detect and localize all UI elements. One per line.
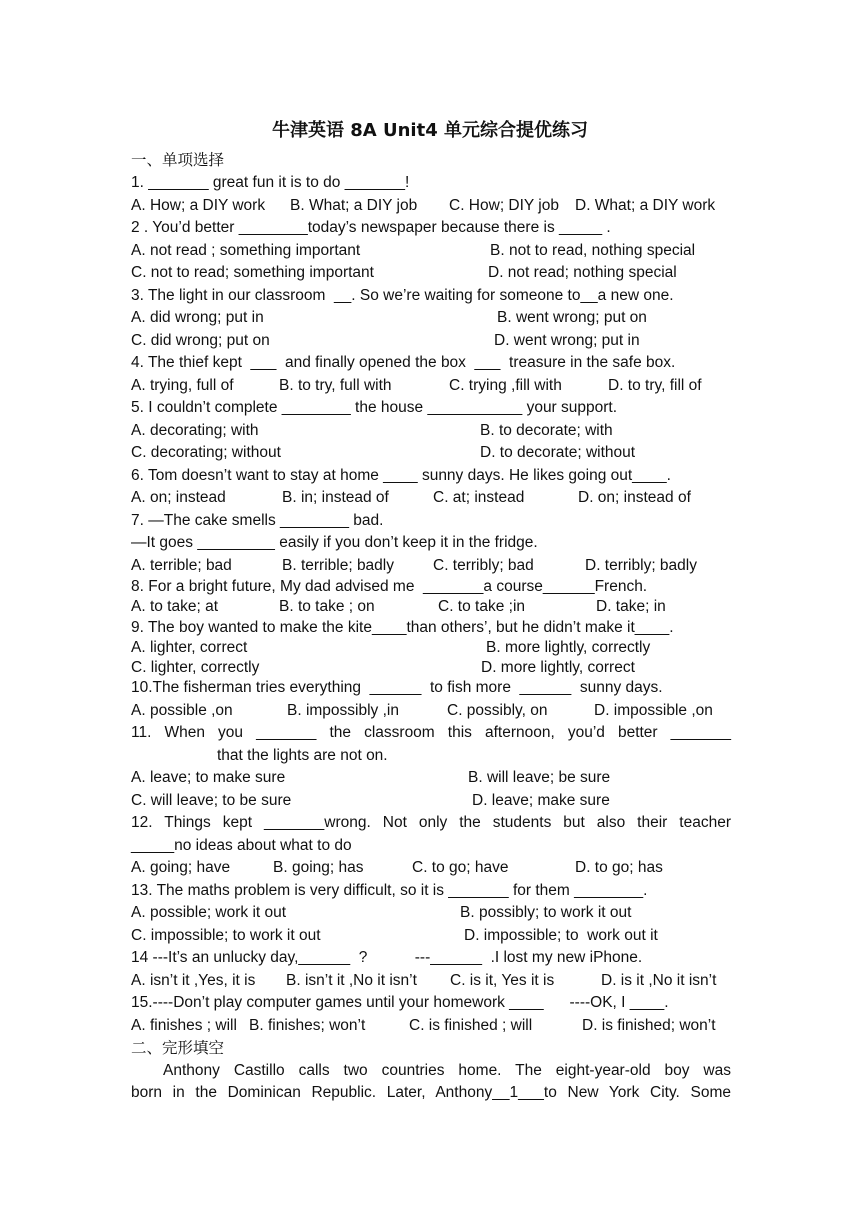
question-5-option-d: D. to decorate; without	[480, 444, 636, 461]
question-2-option-b: B. not to read, nothing special	[490, 242, 696, 259]
question-4-option-c: C. trying ,fill with	[449, 377, 562, 394]
cloze-passage-line-2: born in the Dominican Republic. Later, Anthony__1___to New York City. Some	[131, 1084, 731, 1101]
question-7-option-c: C. terribly; bad	[433, 557, 534, 574]
question-1-option-c: C. How; DIY job	[449, 197, 559, 214]
question-13-option-a: A. possible; work it out	[131, 904, 287, 921]
question-7-option-a: A. terrible; bad	[131, 557, 232, 574]
question-8-option-b: B. to take ; on	[279, 598, 375, 615]
question-1-stem: 1. _______ great fun it is to do _______!	[131, 174, 410, 191]
question-7-stem-reply: —It goes _________ easily if you don’t keep it in the fridge.	[131, 534, 538, 551]
question-8-option-c: C. to take ;in	[438, 598, 526, 615]
question-15-stem: 15.----Don’t play computer games until your homework ____ ----OK, I ____.	[131, 994, 669, 1011]
question-10-option-c: C. possibly, on	[447, 702, 548, 719]
section-heading-cloze: 二、完形填空	[131, 1039, 225, 1057]
question-5-option-a: A. decorating; with	[131, 422, 259, 439]
question-2-option-c: C. not to read; something important	[131, 264, 374, 281]
question-14-option-a: A. isn’t it ,Yes, it is	[131, 972, 256, 989]
question-12-stem: 12. Things kept _______wrong. Not only the students but also their teacher	[131, 814, 731, 831]
question-9-option-a: A. lighter, correct	[131, 639, 248, 656]
question-12-option-a: A. going; have	[131, 859, 231, 876]
question-7-stem: 7. —The cake smells ________ bad.	[131, 512, 384, 529]
question-9-option-c: C. lighter, correctly	[131, 659, 260, 676]
question-14-option-d: D. is it ,No it isn’t	[601, 972, 717, 989]
page-title: 牛津英语 8A Unit4 单元综合提优练习	[272, 120, 588, 141]
question-3-option-a: A. did wrong; put in	[131, 309, 264, 326]
question-7-option-b: B. terrible; badly	[282, 557, 394, 574]
question-1-option-b: B. What; a DIY job	[290, 197, 418, 214]
question-10-option-d: D. impossible ,on	[594, 702, 713, 719]
question-11-stem: 11. When you _______ the classroom this afternoon, you’d better _______	[131, 724, 731, 741]
question-2-option-d: D. not read; nothing special	[488, 264, 677, 281]
question-3-option-c: C. did wrong; put on	[131, 332, 270, 349]
question-4-option-b: B. to try, full with	[279, 377, 392, 394]
question-6-stem: 6. Tom doesn’t want to stay at home ____ sunny days. He likes going out____.	[131, 467, 671, 484]
question-9-option-b: B. more lightly, correctly	[486, 639, 651, 656]
question-8-option-d: D. take; in	[596, 598, 666, 615]
question-13-option-c: C. impossible; to work it out	[131, 927, 321, 944]
question-12-option-d: D. to go; has	[575, 859, 663, 876]
question-11-stem-continued: that the lights are not on.	[217, 747, 388, 764]
question-1-option-d: D. What; a DIY work	[575, 197, 716, 214]
question-11-option-a: A. leave; to make sure	[131, 769, 286, 786]
question-14-stem: 14 ---It’s an unlucky day,______ ? ---______ .I lost my new iPhone.	[131, 949, 643, 966]
question-9-stem: 9. The boy wanted to make the kite____than others’, but he didn’t make it____.	[131, 619, 674, 636]
question-8-stem: 8. For a bright future, My dad advised me _______a course______French.	[131, 578, 648, 595]
question-13-option-b: B. possibly; to work it out	[460, 904, 632, 921]
question-1-option-a: A. How; a DIY work	[131, 197, 266, 214]
question-12-option-b: B. going; has	[273, 859, 364, 876]
question-12-option-c: C. to go; have	[412, 859, 509, 876]
question-6-option-c: C. at; instead	[433, 489, 525, 506]
question-6-option-d: D. on; instead of	[578, 489, 691, 506]
question-11-option-c: C. will leave; to be sure	[131, 792, 292, 809]
question-14-option-c: C. is it, Yes it is	[450, 972, 555, 989]
question-2-option-a: A. not read ; something important	[131, 242, 361, 259]
cloze-passage-line-1: Anthony Castillo calls two countries home. The eight-year-old boy was	[163, 1062, 731, 1079]
question-2-stem: 2 . You’d better ________today’s newspaper because there is _____ .	[131, 219, 611, 236]
question-15-option-b: B. finishes; won’t	[249, 1017, 366, 1034]
question-5-option-b: B. to decorate; with	[480, 422, 613, 439]
question-4-option-a: A. trying, full of	[131, 377, 234, 394]
question-5-option-c: C. decorating; without	[131, 444, 281, 461]
question-4-stem: 4. The thief kept ___ and finally opened the box ___ treasure in the safe box.	[131, 354, 676, 371]
question-13-stem: 13. The maths problem is very difficult, so it is _______ for them ________.	[131, 882, 648, 899]
question-11-option-b: B. will leave; be sure	[468, 769, 611, 786]
question-6-option-b: B. in; instead of	[282, 489, 389, 506]
question-10-option-b: B. impossibly ,in	[287, 702, 399, 719]
question-15-option-c: C. is finished ; will	[409, 1017, 533, 1034]
question-12-stem-continued: _____no ideas about what to do	[131, 837, 352, 854]
question-4-option-d: D. to try, fill of	[608, 377, 702, 394]
question-6-option-a: A. on; instead	[131, 489, 226, 506]
question-13-option-d: D. impossible; to work out it	[464, 927, 658, 944]
question-3-option-b: B. went wrong; put on	[497, 309, 647, 326]
question-9-option-d: D. more lightly, correct	[481, 659, 635, 676]
question-10-option-a: A. possible ,on	[131, 702, 233, 719]
section-heading-single-choice: 一、单项选择	[131, 151, 225, 169]
question-14-option-b: B. isn’t it ,No it isn’t	[286, 972, 417, 989]
question-10-stem: 10.The fisherman tries everything ______ to fish more ______ sunny days.	[131, 679, 663, 696]
question-5-stem: 5. I couldn’t complete ________ the house ___________ your support.	[131, 399, 618, 416]
question-3-stem: 3. The light in our classroom __. So we’re waiting for someone to__a new one.	[131, 287, 674, 304]
question-8-option-a: A. to take; at	[131, 598, 219, 615]
question-15-option-a: A. finishes ; will	[131, 1017, 237, 1034]
question-11-option-d: D. leave; make sure	[472, 792, 610, 809]
question-7-option-d: D. terribly; badly	[585, 557, 697, 574]
question-15-option-d: D. is finished; won’t	[582, 1017, 716, 1034]
question-3-option-d: D. went wrong; put in	[494, 332, 640, 349]
